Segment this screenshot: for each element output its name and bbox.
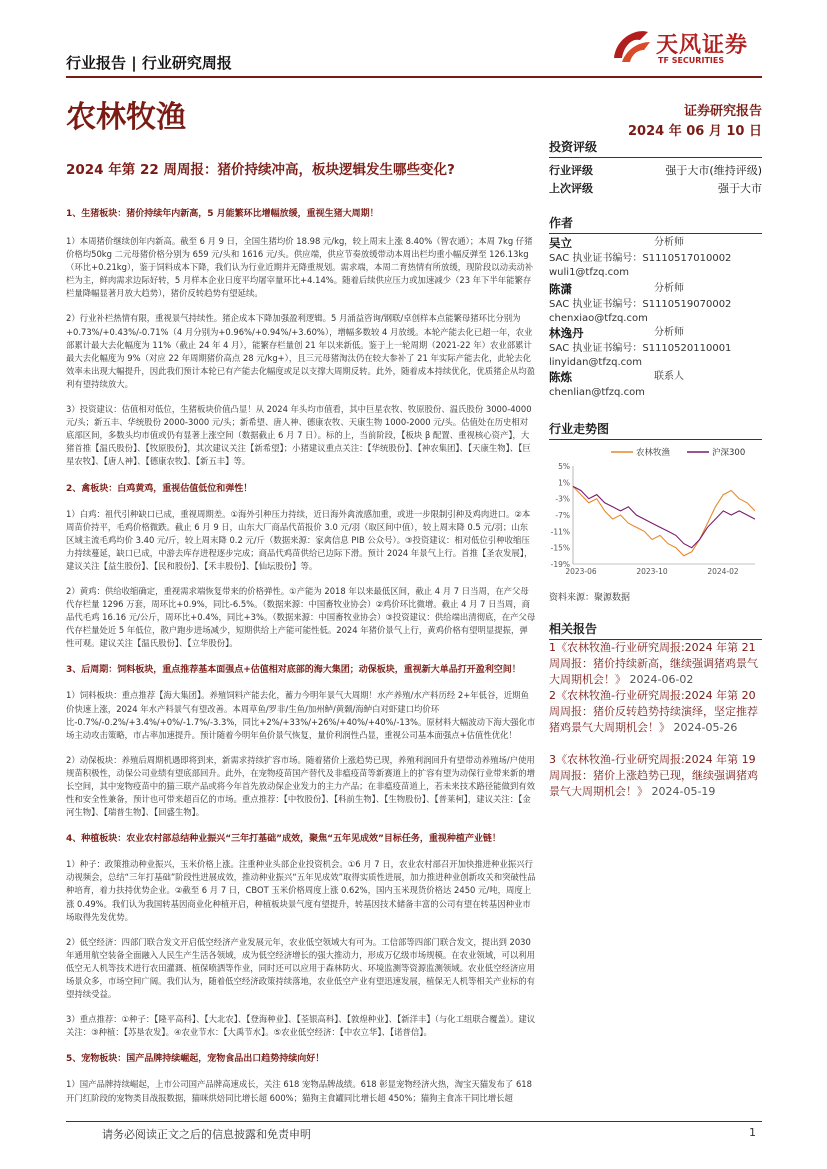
y-tick-label: 5% (558, 462, 570, 471)
trend-source: 资料来源：聚源数据 (549, 593, 631, 603)
section-title: 3、后周期：饲料板块，重点推荐基本面强点+估值相对底部的海大集团；动保板块，重视新大单品打开盈利空间！ (66, 665, 521, 676)
report-category: 行业报告 | 行业研究周报 (66, 54, 232, 72)
analyst-cert: SAC 执业证书编号：S1110517010002 (549, 253, 732, 264)
section-title: 5、宠物板块：国产品牌持续崛起，宠物食品出口趋势持续向好！ (66, 1054, 325, 1065)
logo-mark-icon (610, 24, 652, 66)
page-number: 1 (749, 1126, 756, 1139)
analyst-role: 联系人 (654, 371, 684, 382)
page-footer (66, 1121, 762, 1142)
series-line-index (573, 486, 755, 547)
analyst-role: 分析师 (654, 327, 684, 338)
legend-label: 沪深300 (712, 448, 746, 458)
analyst-email[interactable]: chenlian@tfzq.com (549, 387, 645, 398)
paragraph: 3）投资建议：估值相对低位，生猪板块价值凸显！从 2024 年头均市值看，其中巨星农牧、牧原股份、温氏股份 3000-4000 元/头；新五丰、华统股份 2000-3000 元/头；新希望、唐人神、德康农牧、天康生物 1000-2000 元/头。估值处在历史相对底部区间，多数头均市值或仍有显著上涨空间（数据截止 6 月 7 日）。标的上，当前阶段，【板块 β 配置、重视核心资产】，大猪首推【温氏股份】、【牧原股份】，其次建议关注【新希望】；小猪建议重点关注：【华统股份】、【神农集团】、【天康生物】、【巨星农牧】、【唐人神】、【德康农牧】、【新五丰】等。 (66, 404, 532, 467)
trend-head: 行业走势图 (549, 420, 762, 440)
y-tick-label: -3% (555, 494, 570, 504)
section-2 (66, 481, 536, 651)
y-tick-label: 1% (558, 478, 570, 488)
analyst-email[interactable]: wuli1@tfzq.com (549, 267, 630, 278)
x-tick-label: 2024-02 (707, 567, 739, 576)
analyst-block (549, 326, 762, 370)
related-head: 相关报告 (549, 620, 762, 640)
paragraph: 1）本周猪价继续创年内新高。截至 6 月 9 日，全国生猪均价 18.98 元/kg，较上周末上涨 8.40%（智农通）；本周 7kg 仔猪价格均50kg 二元母猪价格分别为 659 元/头和 1616 元/头。供应端，供应节奏放缓带动本周出栏均重小幅反弹至 126.13kg（环比+0.21kg），鉴于饲料成本下降，我们认为行业近期并无降重规划。需求端，本周二育热情有所放缓，现阶段以动卖动补栏为主，鲜肉需求边际好转，5 月样本企业日度平均屠宰量环比+4.14%。随着后续供应压力或加速减少（23 年下半年能繁存栏量降幅显著月放大趋势），猪价反转趋势有望延续。 (66, 236, 534, 299)
analyst-cert: SAC 执业证书编号：S1110519070002 (549, 299, 732, 310)
analyst-block (549, 236, 762, 280)
rating-label: 行业评级 (549, 164, 593, 177)
analyst-email[interactable]: chenxiao@tfzq.com (549, 313, 648, 324)
related-date: 2024-05-19 (651, 785, 716, 798)
paragraph: 2）低空经济：四部门联合发文开启低空经济产业发展元年，农业低空领域大有可为。工信部等四部门联合发文，提出到 2030 年通用航空装备全面融入人民生产生活各领域，成为低空经济增长的强大推动力，形成万亿级市场规模。在农业领域，可以利用低空无人机等技术进行农田灌溉、植保喷洒等作业，同时还可以应用于森林防火、环境监测等资源监测领域。农业低空经济应用场景众多，市场空间广阔。我们认为，随着低空经济政策持续落地，农业低空产业有望迅速发展，植保无人机等相关产业标的有望持续受益。 (66, 936, 535, 1000)
analyst-name: 吴立 (549, 236, 572, 250)
section-3 (66, 662, 536, 819)
trend-chart (549, 442, 762, 584)
y-tick-label: -19% (550, 560, 570, 569)
section-1 (66, 206, 536, 469)
related-item[interactable] (549, 640, 762, 688)
sector-name: 农林牧渔 (66, 100, 186, 135)
related-text[interactable]: 3《农林牧渔-行业研究周报:2024 年第 19 周周报：猪价上涨趋势已现，继续强调猪鸡景气大周期机会！》 (549, 753, 758, 798)
analyst-block (549, 370, 762, 400)
paragraph: 1）白鸡：祖代引种缺口已成，重视周期差。①海外引种压力持续，近日海外禽流感加重，或进一步限制引种及鸡肉进口。②本周苗价持平，毛鸡价格微跌。截止 6 月 9 日，山东大厂商品代苗报价 3.0 元/羽（取区间中值），较上周末降 0.5 元/羽；山东区域主流毛鸡均价 3.40 元/斤，较上周末降 0.2 元/斤（数据来源：家禽信息 PIB 公众号）。③投资建议：相对低位引种收缩压力持续蔓延，缺口已成，中游去库存进程逐步完成；商品代鸡苗供给已边际下滑。预计 2024 年景气上行。首推【圣农发展】，建议关注【益生股份】、【民和股份】、【禾丰股份】、【仙坛股份】等。 (66, 508, 533, 571)
series-line-sector (573, 486, 755, 555)
brand-name-en: TF SECURITIES (658, 56, 725, 65)
paragraph: 2）黄鸡：供给收缩确定，重视需求端恢复带来的价格弹性。①产能为 2018 年以来最低区间，截止 4 月 7 日当周，在产父母代存栏量 1296 万套，周环比+0.9%，同比-6.5%。（数据来源：中国畜牧业协会）②鸡价环比微增。截止 4 月 7 日当周，商品代毛鸡 16.16 元/公斤，周环比+0.4%，同比+3%。（数据来源：中国畜牧业协会）③投资建议：供给端出清彻底，在产父母代存栏量处近 5 年低位，散户跑步进场减少，短期供给上产能可能性低。2024 年猪价景气上行，黄鸡价格有望明显提振，弹性可观。建议关注【温氏股份】、【立华股份】。 (66, 585, 536, 649)
y-tick-label: -11% (550, 527, 570, 537)
analyst-name: 陈潇 (549, 282, 572, 296)
section-5 (66, 1051, 536, 1106)
paragraph: 2）动保板块：养殖后周期机遇即将到来，新需求持续扩容市场。随着猪价上涨趋势已现，养殖利润回升有望带动养殖场/户使用规苗积极性，动保公司业绩有望底部回升。此外，在宠物疫苗国产替代及非瘟疫苗等新赛道上的扩容有望为动保行业带来新的增长空间，其中宠物疫苗中的猫三联产品或将今年首先放动保企业发力的主力产品；在非瘟疫苗道上，若未来技术路径能做到有效性和安全性兼备，预计也可带来超百亿的市场。重点推荐：【中牧股份】、【科前生物】、【生物股份】、【普莱柯】，建议关注：【金河生物】、【瑞普生物】、【回盛生物】。 (66, 754, 535, 818)
analyst-role: 分析师 (654, 237, 684, 248)
related-text[interactable]: 1《农林牧渔-行业研究周报:2024 年第 21 周周报：猪价持续新高，继续强调猪鸡景气大周期机会！》 (549, 641, 758, 686)
brand-name-cn: 天风证券 (656, 33, 749, 58)
analyst-name: 陈炼 (549, 370, 572, 384)
paragraph: 1）国产品牌持续崛起，上市公司国产品牌高速成长，关注 618 宠物品牌战绩。618 彰显宠物经济火热，淘宝天猫发布了 618 开门红阶段的宠物类目战报数据，猫咪烘焙同比增长超 600%；猫狗主食罐同比增长超 450%；猫狗主食冻干同比增长超 (66, 1079, 532, 1103)
x-tick-label: 2023-10 (636, 567, 668, 576)
disclaimer-text: 请务必阅读正文之后的信息披露和免责申明 (102, 1128, 311, 1141)
main-body (66, 206, 536, 1106)
related-text[interactable]: 2《农林牧渔-行业研究周报:2024 年第 20 周周报：猪价反转趋势持续演绎，坚定推荐猪鸡景气大周期机会！》 (549, 689, 758, 734)
related-date: 2024-06-02 (629, 673, 694, 686)
related-item[interactable] (549, 752, 762, 800)
brand-logo (610, 22, 760, 70)
related-item[interactable] (549, 688, 762, 736)
section-title: 4、种植板块：农业农村部总结种业振兴“三年打基础”成效，聚焦“五年见成效”目标任务，重视种植产业链！ (66, 834, 501, 845)
y-tick-label: -15% (550, 543, 570, 553)
section-title: 1、生猪板块：猪价持续年内新高，5 月能繁环比增幅放缓，重视生猪大周期！ (66, 209, 379, 219)
trend-chart-svg (549, 442, 762, 584)
paragraph: 3）重点推荐：①种子：【隆平高科】、【大北农】、【登海种业】、【荃银高科】、【敦煌种业】、【新洋丰】（与化工组联合覆盖）。建议关注：③种植：【苏垦农发】。④农业节水：【大禹节水】。⑤农业低空经济：【中农立华】、【诺普信】。 (66, 1014, 536, 1038)
section-title: 2、禽板块：白鸡黄鸡，重视估值低位和弹性！ (66, 483, 253, 494)
x-tick-label: 2023-06 (565, 567, 597, 576)
rating-head: 投资评级 (549, 138, 762, 158)
rating-label: 上次评级 (549, 182, 593, 195)
legend-label: 农林牧渔 (636, 448, 671, 458)
rating-value: 强于大市(维持评级) (665, 164, 762, 177)
paragraph: 1）种子：政策推动种业振兴，玉米价格上涨。注重种业头部企业投资机会。①6 月 7 日，农业农村部召开加快推进种业振兴行动视频会，总结“三年打基础”阶段性进展成效，推动种业振兴“五年见成效”取得实质性进展，加力推进种业创新攻关和突破性品种培育，着力扶持优势企业。②截至 6 月 7 日，CBOT 玉米价格周度上涨 0.62%，国内玉米现货价格达 2450 元/吨，周度上涨 0.49%。我们认为我国转基因商业化种植开启，种植板块景气度有望提升，转基因技术储备丰富的公司有望在转基因种业市场取得先发优势。 (66, 859, 536, 922)
analyst-role: 分析师 (654, 283, 684, 294)
header-rule (66, 76, 762, 78)
analyst-email[interactable]: linyidan@tfzq.com (549, 357, 642, 368)
rating-row-previous (549, 180, 762, 196)
paragraph: 1）饲料板块：重点推荐【海大集团】。养殖饲料产能去化，蓄力今明年景气大周期！水产养殖/水产料历经 2+年低谷，近期鱼价快速上涨，2024 年水产料景气有望改善。本周草鱼/罗非/生鱼/加州鲈/黄颡/海鲈白对虾建口均价环比-0.7%/-0.2%/+3.4%/+0%/-1.7%/-3.3%，同比+2%/+33%/+26%/+40%/+40%/-13%。原材料大幅波动下海大强化市场主动攻击策略，市占率加速提升。预计随着今明年鱼价景气恢复，量价利润性凸显，重视公司基本面强点+估值性优化！ (66, 690, 536, 740)
analyst-cert: SAC 执业证书编号：S1110520110001 (549, 343, 732, 354)
report-title: 2024 年第 22 周周报：猪价持续冲高，板块逻辑发生哪些变化? (66, 162, 455, 178)
analyst-name: 林逸丹 (549, 326, 584, 340)
rating-value: 强于大市 (718, 182, 762, 195)
authors-head: 作者 (549, 214, 762, 234)
rating-row-industry (549, 162, 762, 178)
paragraph: 2）行业补栏热情有限，重视景气持续性。猪企成本下降加强盈利逻辑。5 月涌益咨询/钢联/卓创样本点能繁母猪环比分别为+0.73%/+0.43%/-0.71%（4 月分别为+0.96%/+0.94%/+3.60%），增幅多数较 4 月放缓。本轮产能去化已超一年，农业部累计最大去化幅度为 11%（截止 24 年 4 月），能繁存栏量创 21 年以来新低。鉴于上一轮周期（2021-22 年）农业部累计最大去化幅度为 9%（对应 22 年周期猪价高点 28 元/kg+），且三元母猪淘汰仍在较大参补了 21 年实际产能去化，此轮去化效率未出现大幅提升，因此我们预计本轮已有产能去化幅度或足以支撑大周期反转。此外，随着成本持续优化，优质猪企从均盈利有望持续放大。 (66, 313, 535, 389)
related-date: 2024-05-26 (673, 721, 738, 734)
section-4 (66, 831, 536, 1039)
report-type: 证券研究报告 (683, 104, 762, 119)
y-tick-label: -7% (555, 511, 570, 520)
report-date: 2024 年 06 月 10 日 (628, 124, 762, 139)
analyst-block (549, 282, 762, 326)
